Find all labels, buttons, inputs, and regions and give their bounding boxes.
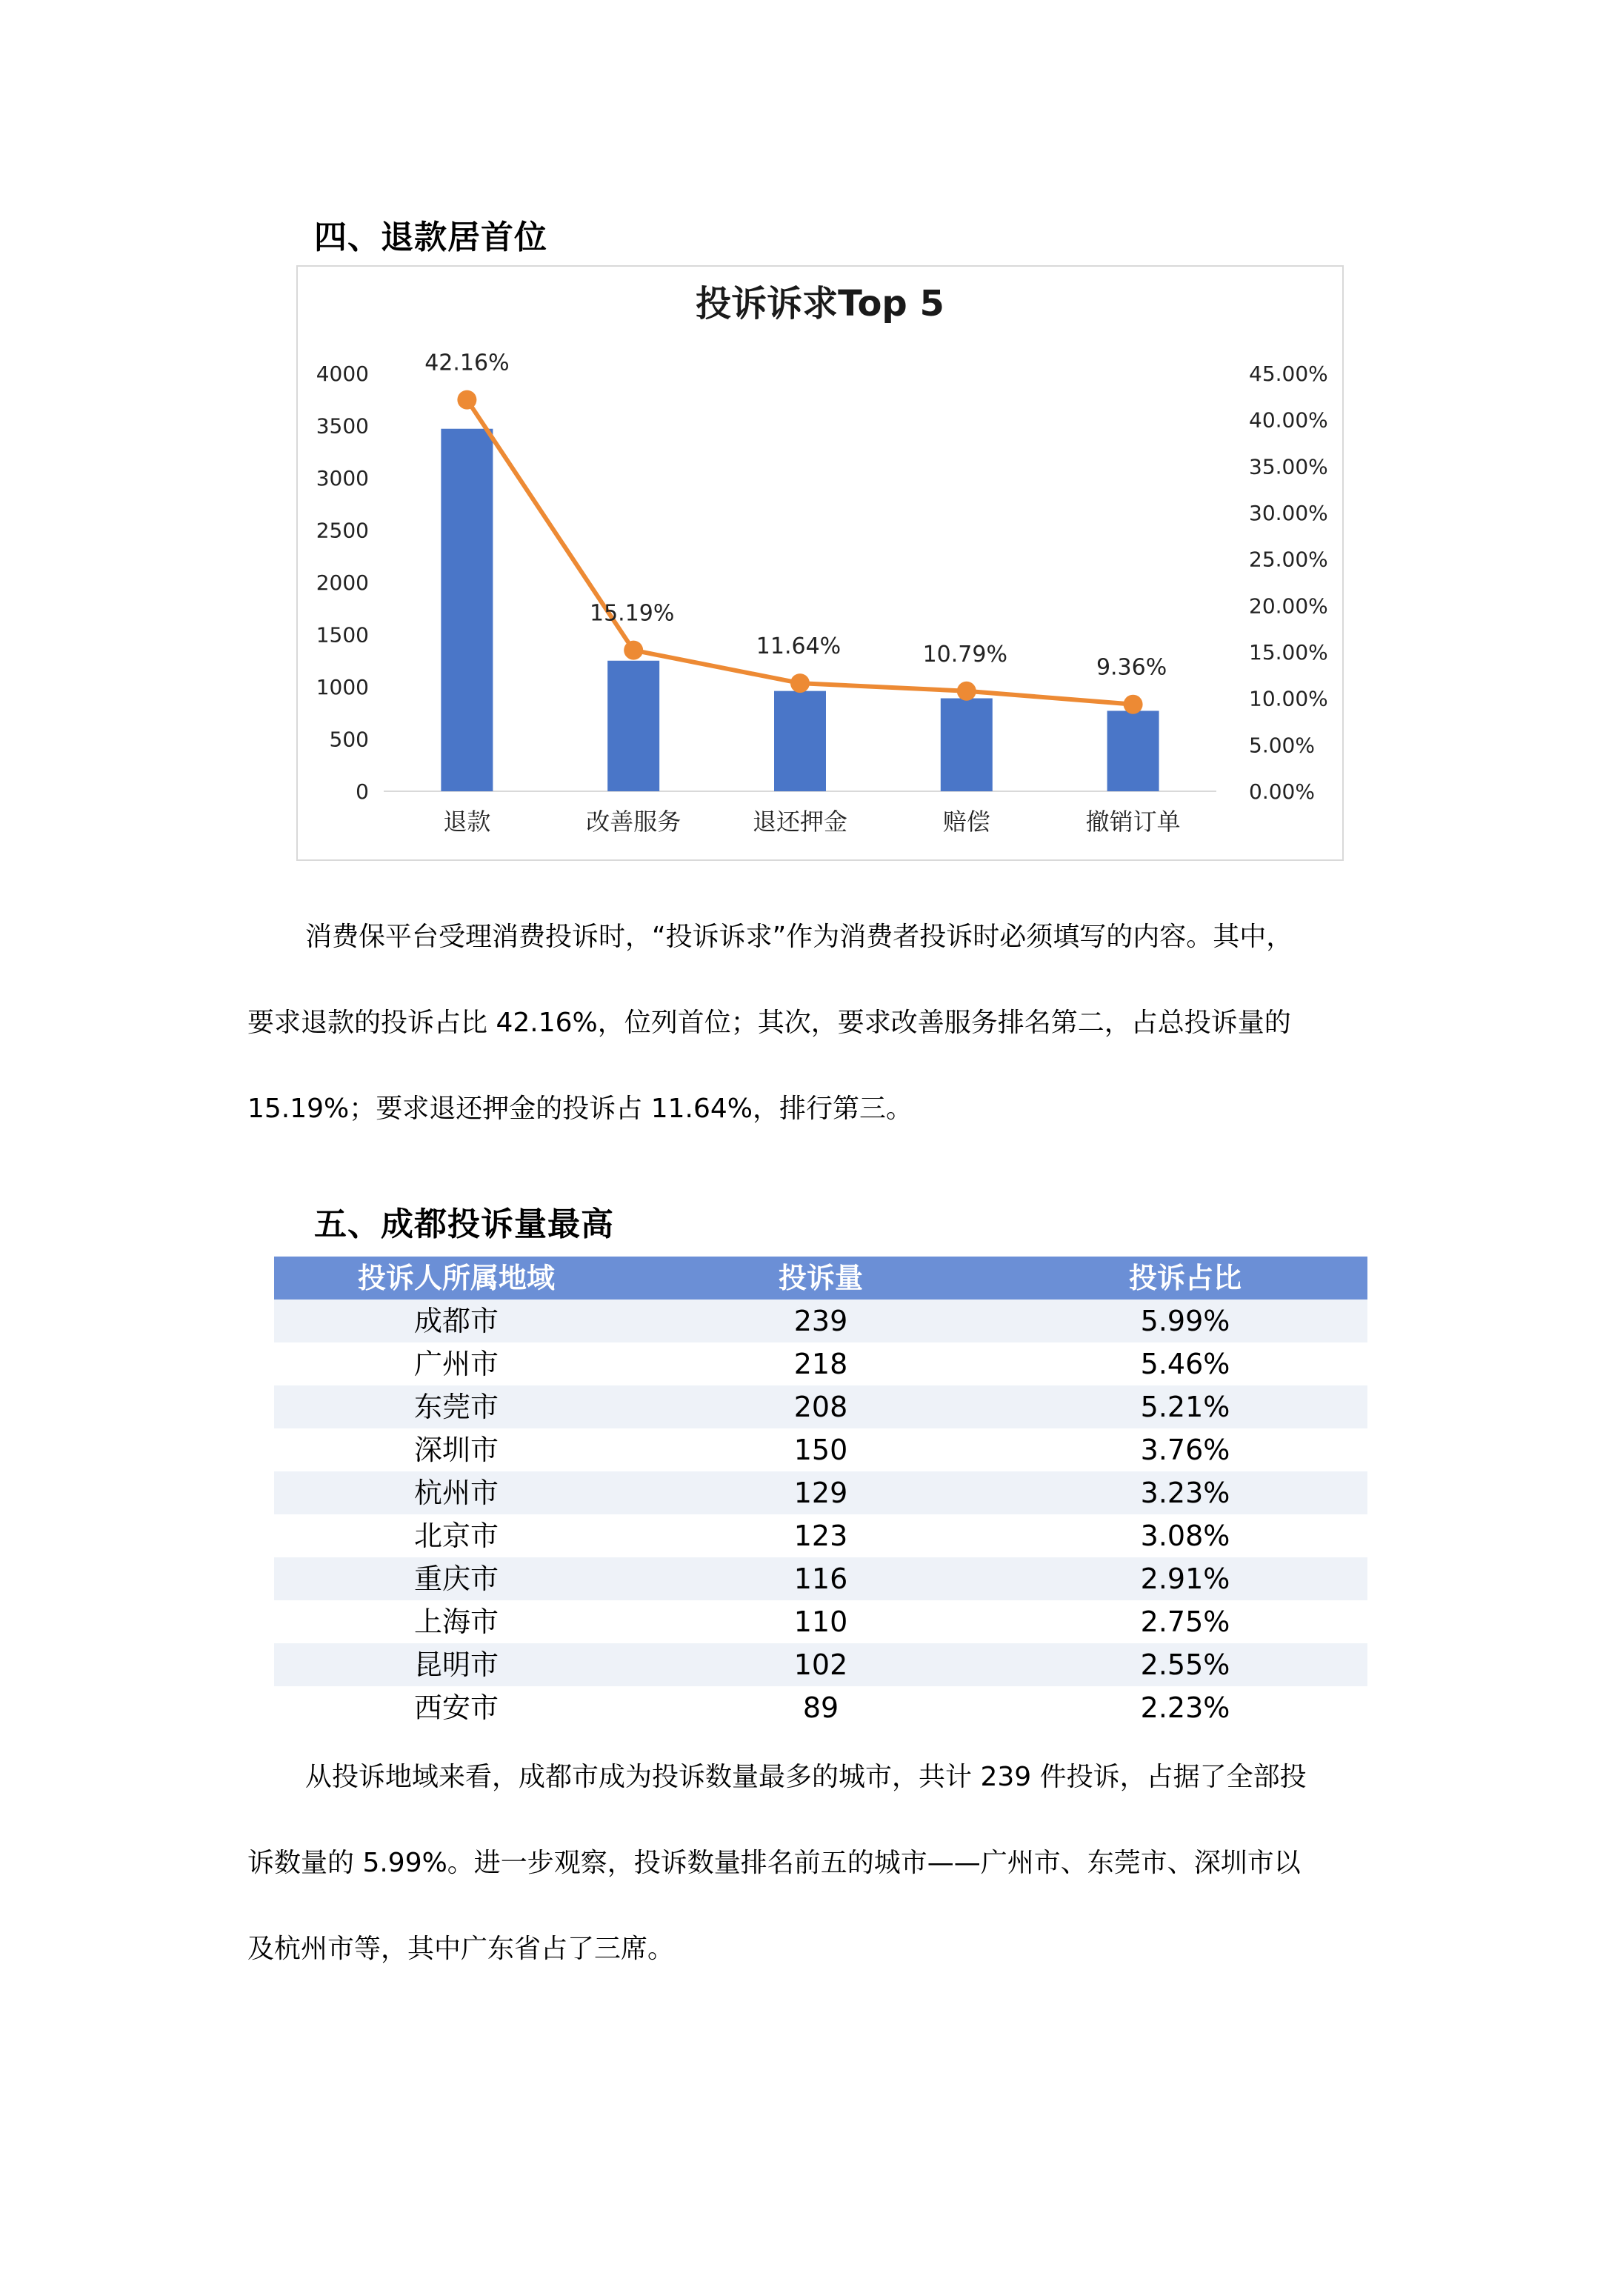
percent-point: [790, 673, 810, 693]
chart-title: 投诉诉求Top 5: [696, 283, 944, 325]
percent-point: [957, 682, 976, 701]
y-tick-label: 0: [356, 779, 369, 804]
count-cell: 239: [793, 1305, 848, 1337]
y2-tick-label: 10.00%: [1249, 686, 1328, 711]
paragraph-2-line-2: 诉数量的 5.99%。进一步观察，投诉数量排名前五的城市——广州市、东莞市、深圳市以: [247, 1848, 1301, 1878]
table-row: [274, 1686, 1367, 1729]
region-cell: 重庆市: [413, 1563, 499, 1595]
share-cell: 3.23%: [1140, 1477, 1230, 1509]
data-label: 42.16%: [424, 350, 510, 376]
bar: [941, 699, 993, 791]
region-cell: 杭州市: [413, 1477, 499, 1509]
region-cell: 深圳市: [413, 1434, 499, 1466]
data-label: 9.36%: [1096, 654, 1167, 681]
share-cell: 3.76%: [1140, 1434, 1230, 1466]
header-region: 投诉人所属地域: [357, 1262, 555, 1294]
y-tick-label: 3500: [316, 413, 369, 439]
region-cell: 成都市: [413, 1305, 499, 1337]
table-row: [274, 1300, 1367, 1342]
bar: [1107, 711, 1159, 791]
y2-tick-label: 20.00%: [1249, 593, 1328, 619]
data-label: 11.64%: [756, 633, 842, 660]
count-cell: 110: [793, 1605, 848, 1638]
share-cell: 2.55%: [1140, 1648, 1230, 1681]
y2-tick-label: 0.00%: [1249, 779, 1315, 804]
count-cell: 102: [793, 1648, 848, 1681]
y-tick-label: 1000: [316, 675, 369, 699]
share-cell: 3.08%: [1140, 1520, 1230, 1552]
share-cell: 2.91%: [1140, 1563, 1230, 1595]
y-tick-label: 500: [329, 727, 369, 752]
table-row: [274, 1342, 1367, 1385]
region-cell: 昆明市: [413, 1648, 499, 1681]
x-tick-label: 改善服务: [586, 808, 681, 836]
data-label: 15.19%: [590, 600, 675, 627]
region-cell: 西安市: [413, 1691, 499, 1724]
share-cell: 2.75%: [1140, 1605, 1230, 1638]
percent-point: [457, 390, 476, 410]
count-cell: 218: [793, 1348, 848, 1380]
count-cell: 89: [802, 1691, 839, 1724]
y2-tick-label: 5.00%: [1249, 733, 1315, 758]
table-row: [274, 1557, 1367, 1600]
region-cell: 东莞市: [413, 1391, 499, 1423]
y-tick-label: 2000: [316, 570, 369, 595]
chart-canvas: [298, 267, 1342, 859]
y-tick-label: 1500: [316, 622, 369, 648]
table-row: [274, 1643, 1367, 1686]
share-cell: 5.99%: [1140, 1305, 1230, 1337]
y2-tick-label: 30.00%: [1249, 501, 1328, 525]
count-cell: 129: [793, 1477, 848, 1509]
paragraph-2: [247, 1756, 1396, 1978]
bar: [774, 691, 826, 791]
table-header-row: [274, 1257, 1367, 1300]
paragraph-1-line-3: 15.19%；要求退还押金的投诉占 11.64%，排行第三。: [247, 1094, 913, 1124]
paragraph-1-line-2: 要求退款的投诉占比 42.16%，位列首位；其次，要求改善服务排名第二，占总投诉量的: [247, 1008, 1291, 1038]
paragraph-1: [247, 916, 1396, 1138]
y-tick-label: 2500: [316, 518, 369, 543]
share-cell: 5.46%: [1140, 1348, 1230, 1380]
region-cell: 北京市: [413, 1520, 499, 1552]
x-tick-label: 退款: [443, 808, 491, 836]
table-row: [274, 1385, 1367, 1428]
bar: [607, 661, 659, 791]
x-tick-label: 赔偿: [942, 808, 990, 836]
table-row: [274, 1471, 1367, 1514]
y2-tick-label: 35.00%: [1249, 454, 1328, 479]
section-4-heading: 四、退款居首位: [314, 219, 547, 256]
x-tick-label: 撤销订单: [1085, 808, 1181, 836]
y-tick-label: 3000: [316, 466, 369, 490]
table-row: [274, 1600, 1367, 1643]
percent-point: [1124, 695, 1143, 714]
paragraph-1-line-1: 消费保平台受理消费投诉时，“投诉诉求”作为消费者投诉时必须填写的内容。其中，: [305, 922, 1293, 952]
data-label: 10.79%: [922, 641, 1007, 668]
table-row: [274, 1428, 1367, 1471]
y2-tick-label: 45.00%: [1249, 362, 1328, 386]
paragraph-2-line-3: 及杭州市等，其中广东省占了三席。: [247, 1934, 675, 1964]
percent-point: [624, 641, 643, 660]
region-cell: 广州市: [413, 1348, 499, 1380]
header-share: 投诉占比: [1128, 1262, 1242, 1294]
y2-tick-label: 15.00%: [1249, 640, 1328, 665]
count-cell: 208: [793, 1391, 848, 1423]
complaint-demands-chart: [296, 265, 1344, 861]
share-cell: 5.21%: [1140, 1391, 1230, 1423]
count-cell: 150: [793, 1434, 848, 1466]
bar: [441, 429, 493, 791]
y2-tick-label: 25.00%: [1249, 547, 1328, 572]
share-cell: 2.23%: [1140, 1691, 1230, 1724]
section-5-heading: 五、成都投诉量最高: [314, 1205, 614, 1243]
y2-tick-label: 40.00%: [1249, 407, 1328, 433]
x-tick-label: 退还押金: [752, 808, 848, 836]
region-cell: 上海市: [413, 1605, 499, 1638]
y-tick-label: 4000: [316, 362, 369, 386]
count-cell: 123: [793, 1520, 848, 1552]
table-row: [274, 1514, 1367, 1557]
paragraph-2-line-1: 从投诉地域来看，成都市成为投诉数量最多的城市，共计 239 件投诉，占据了全部投: [305, 1762, 1307, 1792]
count-cell: 116: [793, 1563, 848, 1595]
header-count: 投诉量: [778, 1262, 863, 1294]
